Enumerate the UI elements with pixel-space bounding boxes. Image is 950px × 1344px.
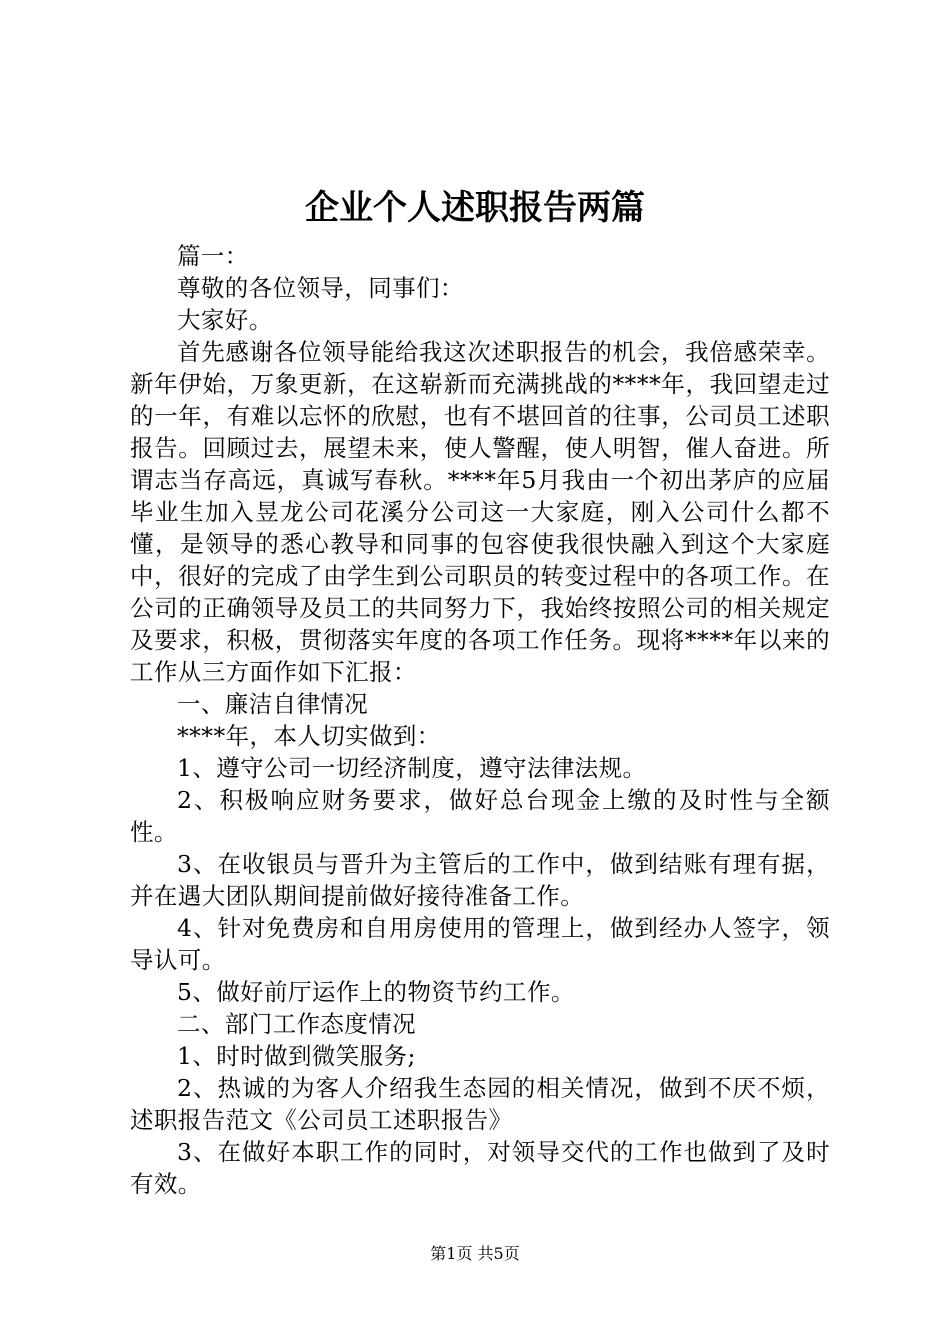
list-item: 2、积极响应财务要求，做好总台现金上缴的及时性与全额性。: [130, 786, 830, 846]
page-title: 企业个人述职报告两篇: [305, 188, 645, 228]
section-heading: 二、部门工作态度情况: [177, 1010, 416, 1038]
paragraph: 首先感谢各位领导能给我这次述职报告的机会，我倍感荣幸。新年伊始，万象更新，在这崭新而充满挑战的****年，我回望走过的一年，有难以忘怀的欣慰，也有不堪回首的往事，公司员工述职报告。回顾过去，展望未来，使人警醒，使人明智，催人奋进。所谓志当存高远，真诚写春秋。****年5月我由一个初出茅庐的应届毕业生加入昱龙公司花溪分公司这一大家庭，刚入公司什么都不懂，是领导的悉心教导和同事的包容使我很快融入到这个大家庭中，很好的完成了由学生到公司职员的转变过程中的各项工作。在公司的正确领导及员工的共同努力下，我始终按照公司的相关规定及要求，积极，贯彻落实年度的各项工作任务。现将****年以来的工作从三方面作如下汇报：: [130, 338, 830, 686]
list-item: 1、遵守公司一切经济制度，遵守法律法规。: [177, 754, 647, 782]
list-item: 1、时时做到微笑服务;: [177, 1042, 416, 1070]
document-body: [130, 240, 830, 1200]
section-heading: 一、廉洁自律情况: [177, 690, 369, 718]
paragraph: 大家好。: [177, 306, 273, 334]
paragraph: 尊敬的各位领导，同事们：: [177, 274, 464, 302]
list-item: 5、做好前厅运作上的物资节约工作。: [177, 978, 575, 1006]
paragraph: ****年，本人切实做到：: [177, 722, 441, 750]
list-item: 3、在做好本职工作的同时，对领导交代的工作也做到了及时有效。: [130, 1138, 830, 1198]
list-item: 3、在收银员与晋升为主管后的工作中，做到结账有理有据，并在遇大团队期间提前做好接待准备工作。: [130, 850, 830, 910]
paragraph: 篇一：: [177, 242, 249, 270]
list-item: 4、针对免费房和自用房使用的管理上，做到经办人签字，领导认可。: [130, 914, 830, 974]
page-footer: 第1页 共5页: [430, 1244, 520, 1263]
list-item: 2、热诚的为客人介绍我生态园的相关情况，做到不厌不烦，述职报告范文《公司员工述职报告》: [130, 1074, 830, 1134]
